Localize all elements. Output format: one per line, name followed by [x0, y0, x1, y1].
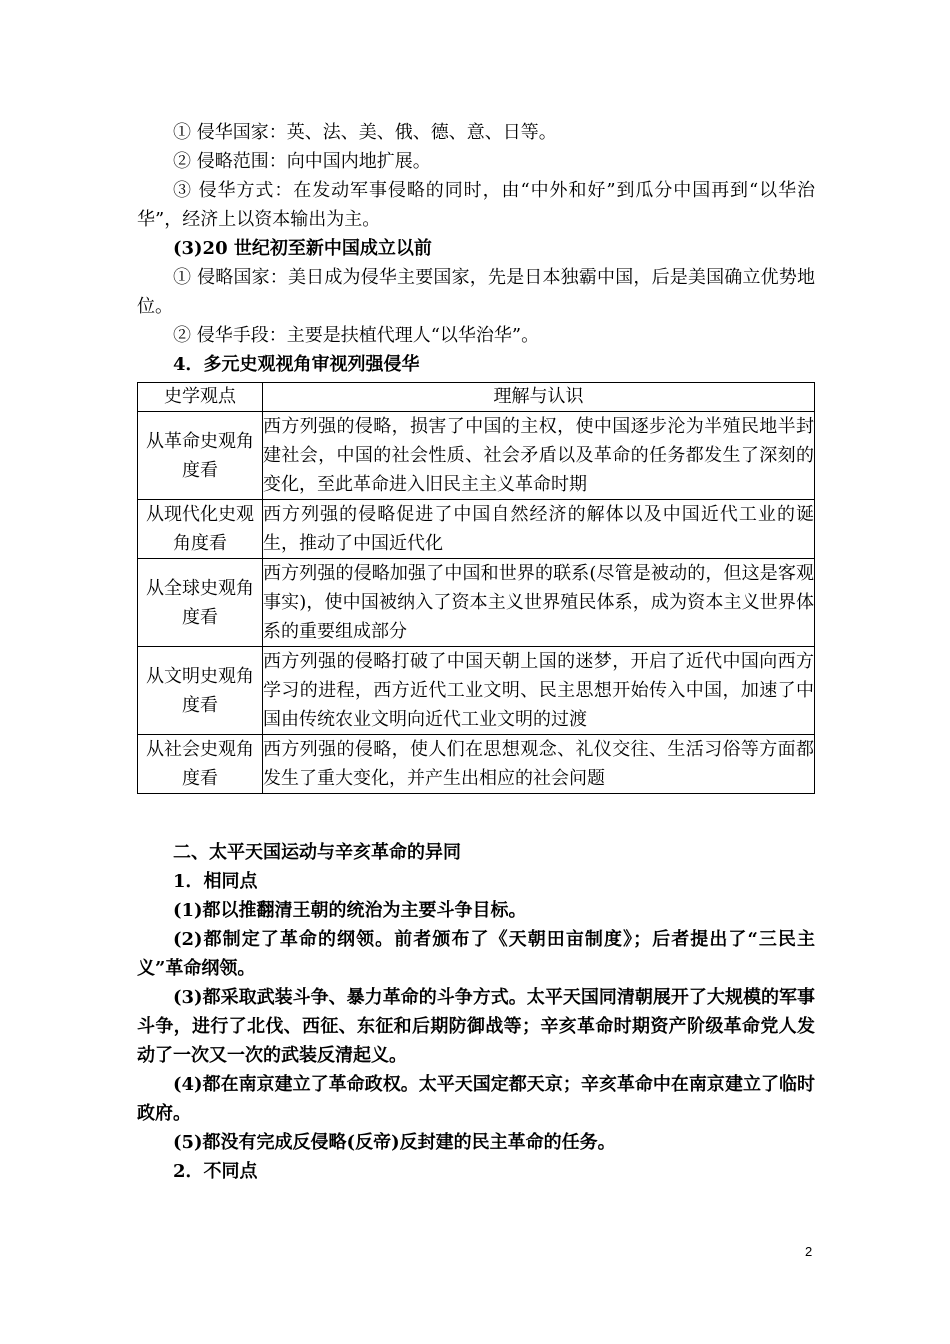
view-cell: 从社会史观角度看 [138, 735, 263, 794]
understanding-cell: 西方列强的侵略加强了中国和世界的联系(尽管是被动的，但这是客观事实)，使中国被纳入了资本主义世界殖民体系，成为资本主义世界体系的重要组成部分 [263, 559, 815, 647]
understanding-cell: 西方列强的侵略，使人们在思想观念、礼仪交往、生活习俗等方面都发生了重大变化，并产生出相应的社会问题 [263, 735, 815, 794]
header-understanding: 理解与认识 [263, 383, 815, 412]
view-cell: 从文明史观角度看 [138, 647, 263, 735]
table-row [138, 559, 815, 647]
view-cell: 从全球史观角度看 [138, 559, 263, 647]
period3-heading: (3)20 世纪初至新中国成立以前 [173, 238, 432, 259]
historical-views-table [137, 382, 815, 794]
view-cell: 从革命史观角度看 [138, 412, 263, 500]
table-row [138, 500, 815, 559]
similar-point-4: (4)都在南京建立了革命政权。太平天国定都天京；辛亥革命中在南京建立了临时政府。 [137, 1074, 815, 1124]
different-heading: 2．不同点 [173, 1161, 258, 1182]
table-row [138, 735, 815, 794]
similar-point-3: (3)都采取武装斗争、暴力革命的斗争方式。太平天国同清朝展开了大规模的军事斗争，进行了北伐、西征、东征和后期防御战等；辛亥革命时期资产阶级革命党人发动了一次又一次的武装反清起义。 [137, 987, 815, 1066]
similar-point-5: (5)都没有完成反侵略(反帝)反封建的民主革命的任务。 [173, 1132, 616, 1153]
understanding-cell: 西方列强的侵略促进了中国自然经济的解体以及中国近代工业的诞生，推动了中国近代化 [263, 500, 815, 559]
page-number: 2 [805, 1244, 813, 1259]
intro-line-1: ① 侵华国家：英、法、美、俄、德、意、日等。 [173, 122, 557, 143]
page-content [137, 118, 815, 1186]
header-view: 史学观点 [138, 383, 263, 412]
table-row [138, 647, 815, 735]
similar-point-1: (1)都以推翻清王朝的统治为主要斗争目标。 [173, 900, 527, 921]
spacer [137, 794, 815, 838]
intro-line-3: ③ 侵华方式：在发动军事侵略的同时，由“中外和好”到瓜分中国再到“以华治华”，经济上以资本输出为主。 [137, 180, 815, 230]
period3-line-2: ② 侵华手段：主要是扶植代理人“以华治华”。 [173, 325, 540, 346]
understanding-cell: 西方列强的侵略打破了中国天朝上国的迷梦，开启了近代中国向西方学习的进程，西方近代工业文明、民主思想开始传入中国，加速了中国由传统农业文明向近代工业文明的过渡 [263, 647, 815, 735]
section2-heading: 二、太平天国运动与辛亥革命的异同 [173, 842, 461, 863]
period3-line-1: ① 侵略国家：美日成为侵华主要国家，先是日本独霸中国，后是美国确立优势地位。 [137, 267, 815, 317]
intro-line-2: ② 侵略范围：向中国内地扩展。 [173, 151, 431, 172]
similar-heading: 1．相同点 [173, 871, 258, 892]
table-header-row [138, 383, 815, 412]
table-row [138, 412, 815, 500]
understanding-cell: 西方列强的侵略，损害了中国的主权，使中国逐步沦为半殖民地半封建社会，中国的社会性质、社会矛盾以及革命的任务都发生了深刻的变化，至此革命进入旧民主主义革命时期 [263, 412, 815, 500]
section4-heading: 4．多元史观视角审视列强侵华 [173, 354, 420, 375]
similar-point-2: (2)都制定了革命的纲领。前者颁布了《天朝田亩制度》；后者提出了“三民主义”革命纲领。 [137, 929, 815, 979]
view-cell: 从现代化史观角度看 [138, 500, 263, 559]
